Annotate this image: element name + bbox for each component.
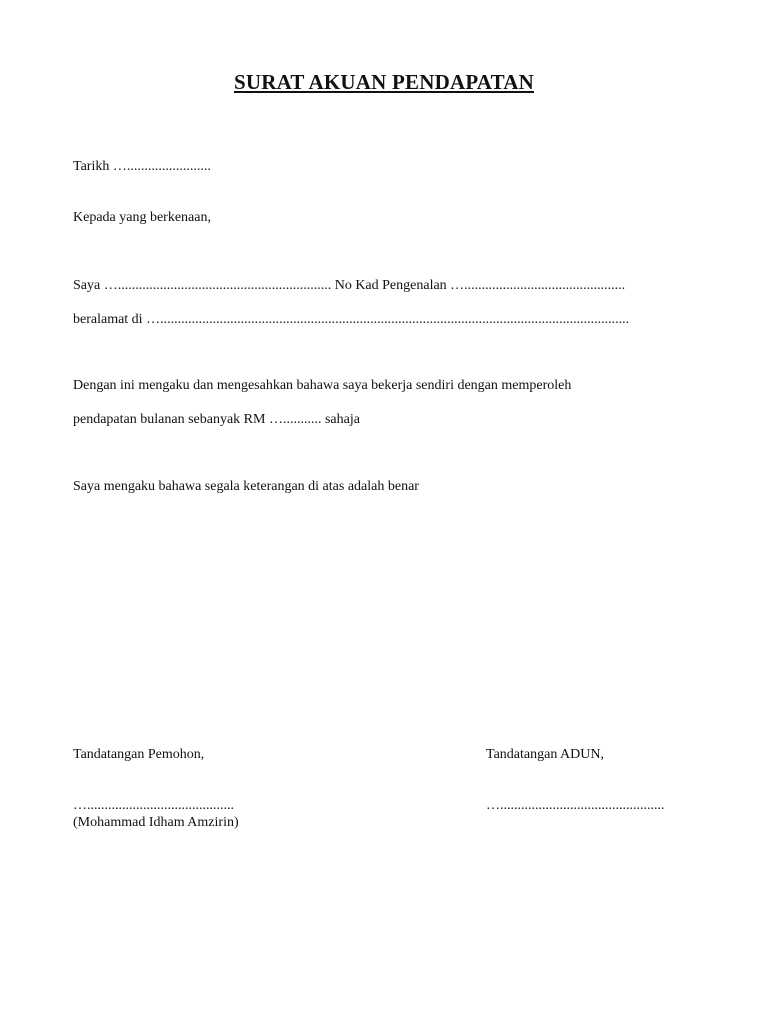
adun-signature-label: Tandatangan ADUN, [486, 747, 604, 762]
adun-signature-line: …............................................... [486, 798, 665, 813]
document-title: SURAT AKUAN PENDAPATAN [234, 70, 534, 94]
name-ic-line: Saya …............................................................. No Kad Pengenalan ….............................................. [73, 278, 626, 293]
declaration-line-1: Dengan ini mengaku dan mengesahkan bahawa saya bekerja sendiri dengan memperoleh [73, 378, 572, 393]
address-line: beralamat di …...................................................................................................................................... [73, 312, 630, 327]
date-line: Tarikh …........................ [73, 159, 211, 174]
applicant-name: (Mohammad Idham Amzirin) [73, 815, 239, 830]
confirmation-statement: Saya mengaku bahawa segala keterangan di atas adalah benar [73, 479, 419, 494]
salutation: Kepada yang berkenaan, [73, 210, 211, 225]
applicant-signature-label: Tandatangan Pemohon, [73, 747, 205, 762]
declaration-line-2: pendapatan bulanan sebanyak RM …........... sahaja [73, 412, 360, 427]
applicant-signature-line: ….......................................... [73, 798, 234, 813]
